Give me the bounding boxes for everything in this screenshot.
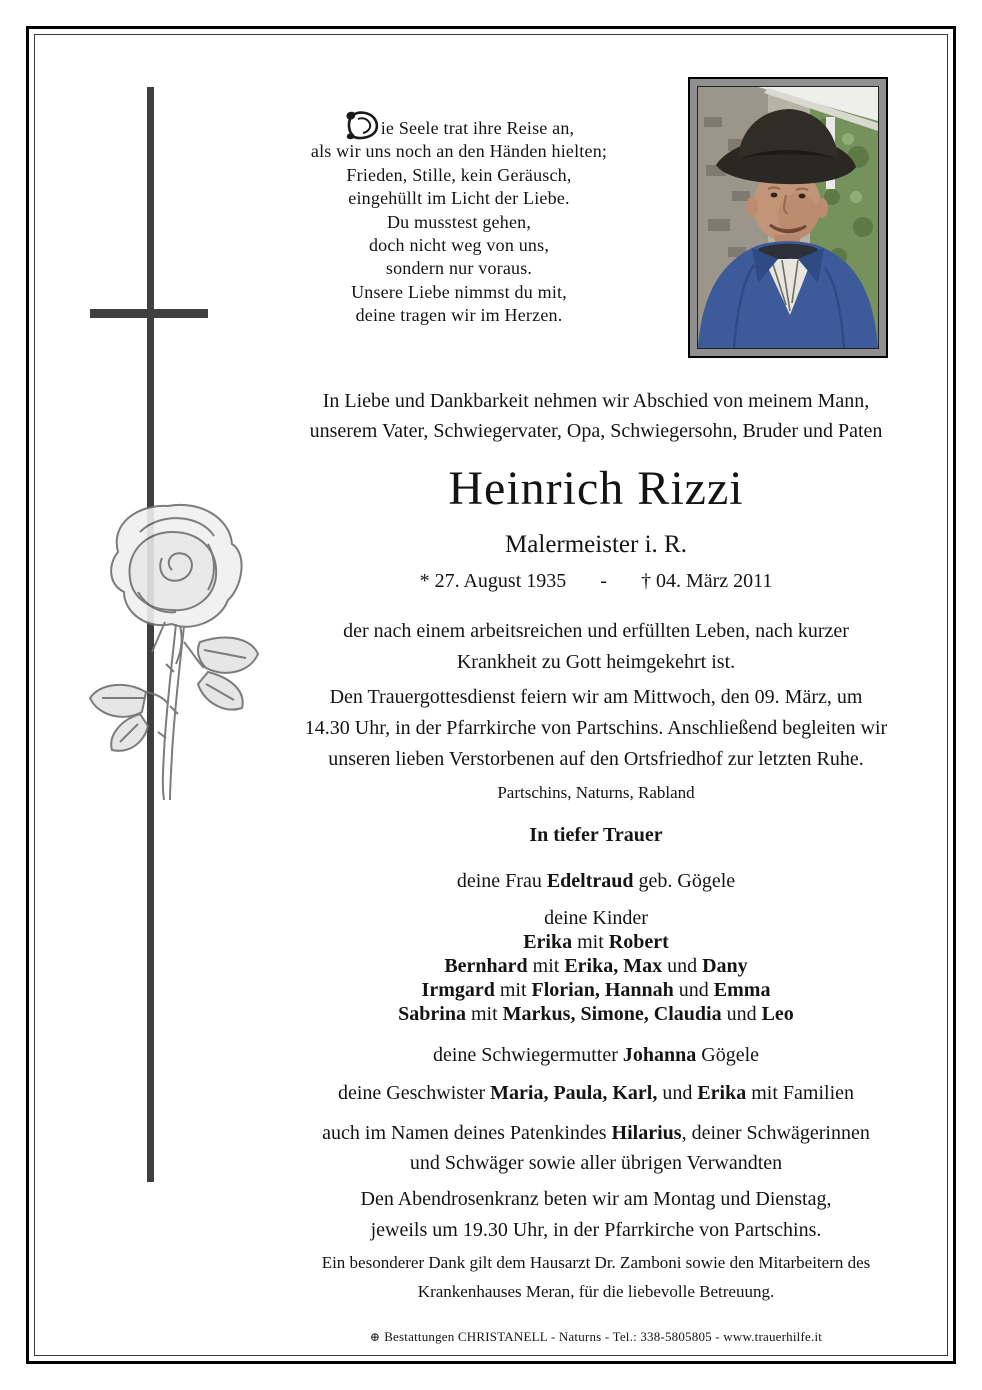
child-line: Bernhard mit Erika, Max und Dany bbox=[444, 955, 748, 977]
rosary-paragraph bbox=[280, 1184, 912, 1246]
rosary-line: jeweils um 19.30 Uhr, in der Pfarrkirche von Partschins. bbox=[370, 1219, 822, 1241]
death-date: † 04. März 2011 bbox=[640, 570, 773, 592]
child-line: Irmgard mit Florian, Hannah und Emma bbox=[421, 979, 771, 1001]
funeral-service-paragraph bbox=[280, 682, 912, 775]
deceased-profession: Malermeister i. R. bbox=[505, 531, 687, 558]
dates-separator: - bbox=[600, 570, 607, 592]
intro-line: In Liebe und Dankbarkeit nehmen wir Abschied von meinem Mann, bbox=[322, 390, 870, 412]
paragraph-line: Den Trauergottesdienst feiern wir am Mittwoch, den 09. März, um bbox=[329, 686, 863, 708]
intro-line: unserem Vater, Schwiegervater, Opa, Schwiegersohn, Bruder und Paten bbox=[309, 420, 883, 442]
godchild-block bbox=[280, 1118, 912, 1178]
paragraph-line: 14.30 Uhr, in der Pfarrkirche von Partschins. Anschließend begleiten wir bbox=[304, 717, 888, 739]
wife-line: deine Frau Edeltraud geb. Gögele bbox=[456, 870, 736, 892]
poem-block bbox=[150, 110, 768, 328]
rose-sketch-icon bbox=[80, 492, 265, 802]
poem-line: sondern nur voraus. bbox=[385, 258, 533, 279]
child-line: Erika mit Robert bbox=[523, 931, 669, 953]
deceased-name: Heinrich Rizzi bbox=[448, 462, 744, 515]
children-block bbox=[280, 906, 912, 1026]
poem-line: als wir uns noch an den Händen hielten; bbox=[310, 141, 608, 162]
funeral-home-footer bbox=[280, 1328, 912, 1346]
rosary-line: Den Abendrosenkranz beten wir am Montag und Dienstag, bbox=[360, 1188, 832, 1210]
poem-line-text: ie Seele trat ihre Reise an, bbox=[380, 118, 575, 138]
children-header: deine Kinder bbox=[544, 907, 648, 929]
godchild-line: und Schwäger sowie aller übrigen Verwandten bbox=[409, 1152, 783, 1174]
ornamental-initial-icon bbox=[344, 110, 380, 140]
life-dates bbox=[280, 568, 912, 594]
godchild-line: auch im Namen deines Patenkindes Hilarius, deiner Schwägerinnen bbox=[322, 1122, 870, 1144]
thanks-line: Krankenhauses Meran, für die liebevolle Betreuung. bbox=[417, 1282, 775, 1301]
obituary-paragraph bbox=[280, 616, 912, 678]
footer-text: Bestattungen CHRISTANELL - Naturns - Tel.: 338-5805805 - www.trauerhilfe.it bbox=[384, 1329, 823, 1344]
thanks-line: Ein besonderer Dank gilt dem Hausarzt Dr. Zamboni sowie den Mitarbeitern des bbox=[321, 1253, 871, 1272]
siblings-line: deine Geschwister Maria, Paula, Karl, und Erika mit Familien bbox=[337, 1082, 855, 1104]
thanks-paragraph bbox=[280, 1248, 912, 1306]
poem-line bbox=[150, 110, 768, 140]
christanell-emblem-icon: ⊕ bbox=[369, 1330, 381, 1344]
paragraph-line: unseren lieben Verstorbenen auf den Ortsfriedhof zur letzten Ruhe. bbox=[328, 748, 864, 770]
places-line: Partschins, Naturns, Rabland bbox=[497, 783, 695, 802]
poem-line: deine tragen wir im Herzen. bbox=[355, 305, 563, 326]
poem-line: Frieden, Stille, kein Geräusch, bbox=[346, 164, 572, 185]
mother-in-law-line: deine Schwiegermutter Johanna Gögele bbox=[432, 1044, 760, 1066]
mourning-header: In tiefer Trauer bbox=[529, 824, 663, 846]
poem-line: Unsere Liebe nimmst du mit, bbox=[351, 281, 567, 302]
poem-line: eingehüllt im Licht der Liebe. bbox=[348, 188, 570, 209]
poem-line: Du musstest gehen, bbox=[386, 211, 532, 232]
poem-line: doch nicht weg von uns, bbox=[368, 235, 550, 256]
birth-date: * 27. August 1935 bbox=[419, 570, 567, 592]
intro-text bbox=[280, 386, 912, 446]
paragraph-line: der nach einem arbeitsreichen und erfüllten Leben, nach kurzer bbox=[343, 620, 849, 642]
paragraph-line: Krankheit zu Gott heimgekehrt ist. bbox=[456, 651, 736, 673]
child-line: Sabrina mit Markus, Simone, Claudia und Leo bbox=[398, 1003, 794, 1025]
